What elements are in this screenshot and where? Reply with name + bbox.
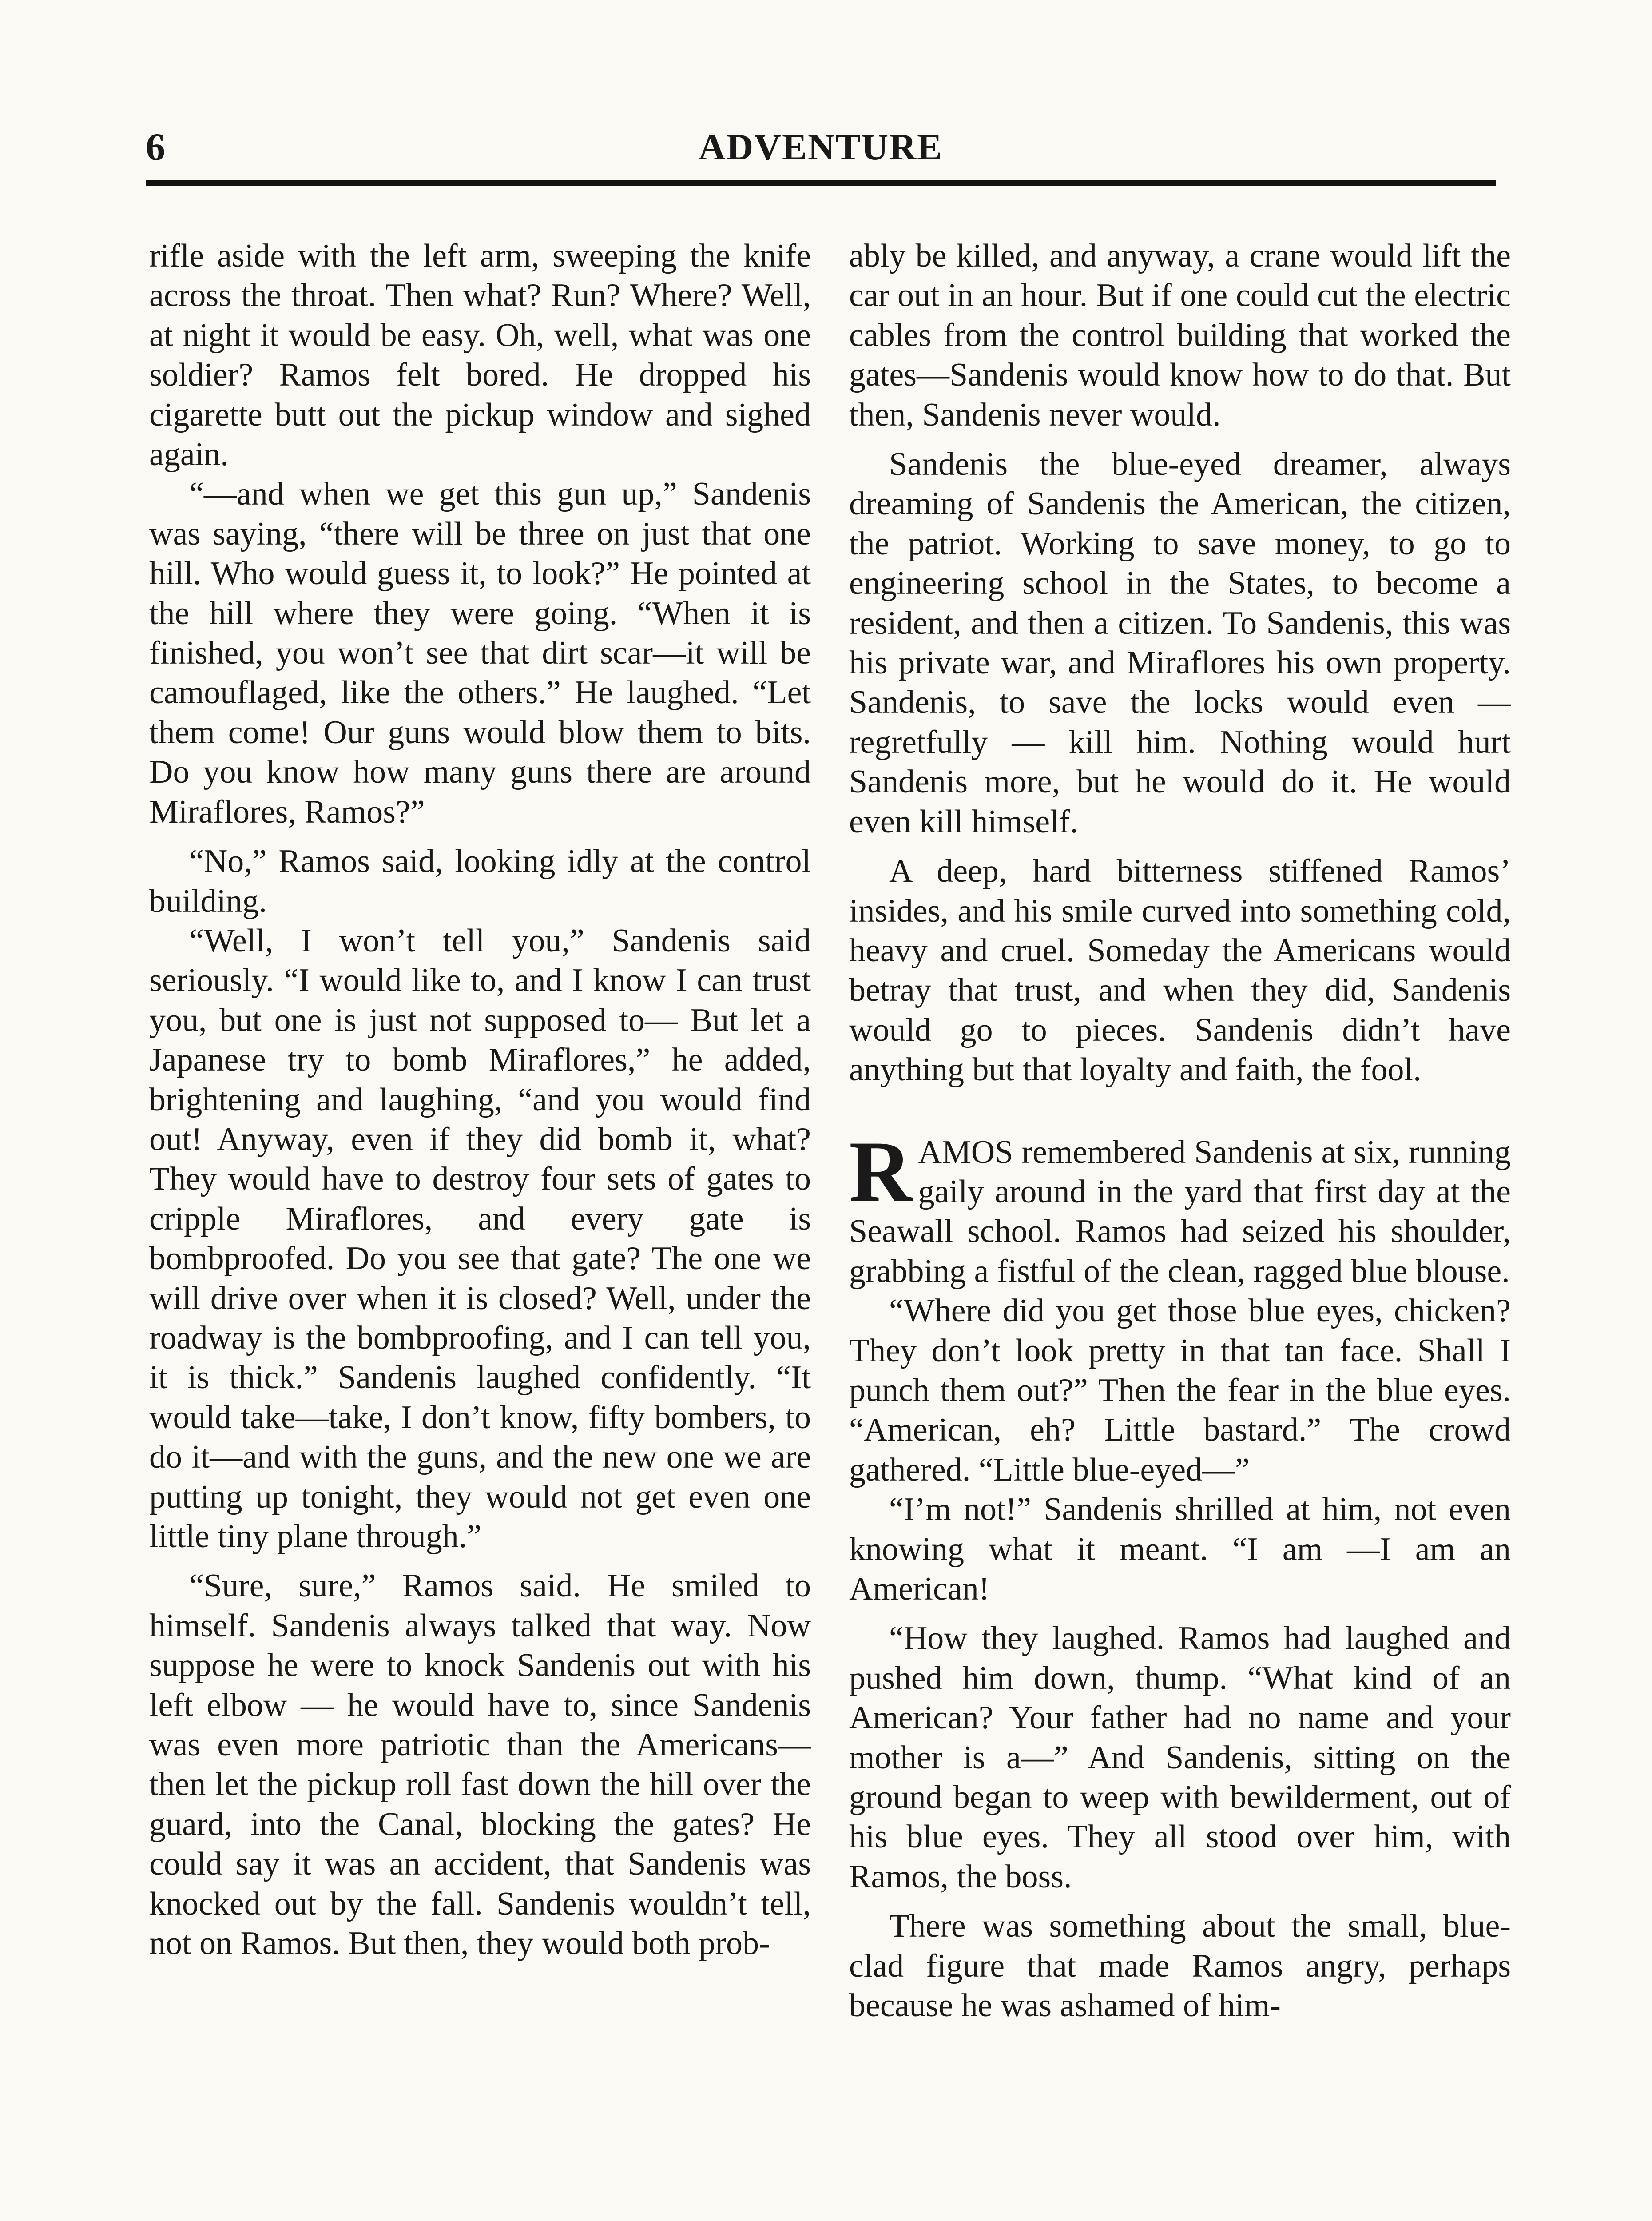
paragraph: “Well, I won’t tell you,” Sandenis said seriously. “I would like to, and I know I can trust you, but one is just not supposed to— But let a Japanese try to bomb Miraflores,” he added, brightening and laughing, “and you would find out! Anyway, even if they did bomb it, what? They would have to destroy four sets of gates to cripple Miraflores, and every gate is bombproofed. Do you see that gate? The one we will drive over when it is closed? Well, under the roadway is the bombproofing, and I can tell you, it is thick.” Sandenis laughed confidently. “It would take—take, I don’t know, fifty bombers, to do it—and with the guns, and the new one we are putting up tonight, they would not get even one little tiny plane through.” (149, 922, 811, 1555)
paragraph: Sandenis the blue-eyed dreamer, always dreaming of Sandenis the American, the citizen, the patriot. Working to save money, to go to engineering school in the States, to become a resident, and then a citizen. To Sandenis, this was his private war, and Miraflores his own property. Sandenis, to save the locks would even — regretfully — kill him. Nothing would hurt Sandenis more, but he would do it. He would even kill himself. (849, 446, 1511, 840)
paragraph: A deep, hard bitterness stiffened Ramos’ insides, and his smile curved into something cold, heavy and cruel. Someday the Americans would betray that trust, and when they did, Sandenis would go to pieces. Sandenis didn’t have anything but that loyalty and faith, the fool. (849, 853, 1511, 1088)
paragraph: “I’m not!” Sandenis shrilled at him, not even knowing what it meant. “I am —I am an American! (849, 1491, 1511, 1607)
drop-cap: R (849, 1123, 912, 1220)
paragraph: “—and when we get this gun up,” Sandenis was saying, “there will be three on just that one hill. Who would guess it, to look?” He pointed at the hill where they were going. “When it is finished, you won’t see that dirt scar—it will be camouflaged, like the others.” He laughed. “Let them come! Our guns would blow them to bits. Do you know how many guns there are around Miraflores, Ramos?” (149, 476, 811, 830)
page-number: 6 (146, 126, 165, 169)
paragraph: “No,” Ramos said, looking idly at the control building. (149, 843, 811, 919)
section-opening-text: AMOS remembered Sandenis at six, running gaily around in the yard that first day at the Seawall school. Ramos had seized his shoulder, grabbing a fistful of the clean, ragged blue blouse. (849, 1134, 1511, 1290)
right-column (849, 236, 1511, 2026)
section-opening (849, 1123, 1511, 1292)
paragraph: rifle aside with the left arm, sweeping the knife across the throat. Then what? Run? Where? Well, at night it would be easy. Oh, well, what was one soldier? Ramos felt bored. He dropped his cigarette butt out the pickup window and sighed again. (149, 238, 811, 473)
running-title: ADVENTURE (698, 127, 943, 168)
paragraph: “Sure, sure,” Ramos said. He smiled to himself. Sandenis always talked that way. Now suppose he were to knock Sandenis out with his left elbow — he would have to, since Sandenis was even more patriotic than the Americans—then let the pickup roll fast down the hill over the guard, into the Canal, blocking the gates? He could say it was an accident, that Sandenis was knocked out by the fall. Sandenis wouldn’t tell, not on Ramos. But then, they would both prob- (149, 1568, 811, 1962)
paragraph: ably be killed, and anyway, a crane would lift the car out in an hour. But if one could cut the electric cables from the control building that worked the gates—Sandenis would know how to do that. But then, Sandenis never would. (849, 238, 1511, 433)
header-rule (146, 180, 1496, 186)
paragraph: There was something about the small, blue-clad figure that made Ramos angry, perhaps because he was ashamed of him- (849, 1908, 1511, 2024)
paragraph: “Where did you get those blue eyes, chicken? They don’t look pretty in that tan face. Shall I punch them out?” Then the fear in the blue eyes. “American, eh? Little bastard.” The crowd gathered. “Little blue-eyed—” (849, 1293, 1511, 1488)
left-column (149, 236, 811, 1963)
page-header (146, 116, 1496, 183)
paragraph: “How they laughed. Ramos had laughed and pushed him down, thump. “What kind of an American? Your father had no name and your mother is a—” And Sandenis, sitting on the ground began to weep with bewilderment, out of his blue eyes. They all stood over him, with Ramos, the boss. (849, 1620, 1511, 1895)
